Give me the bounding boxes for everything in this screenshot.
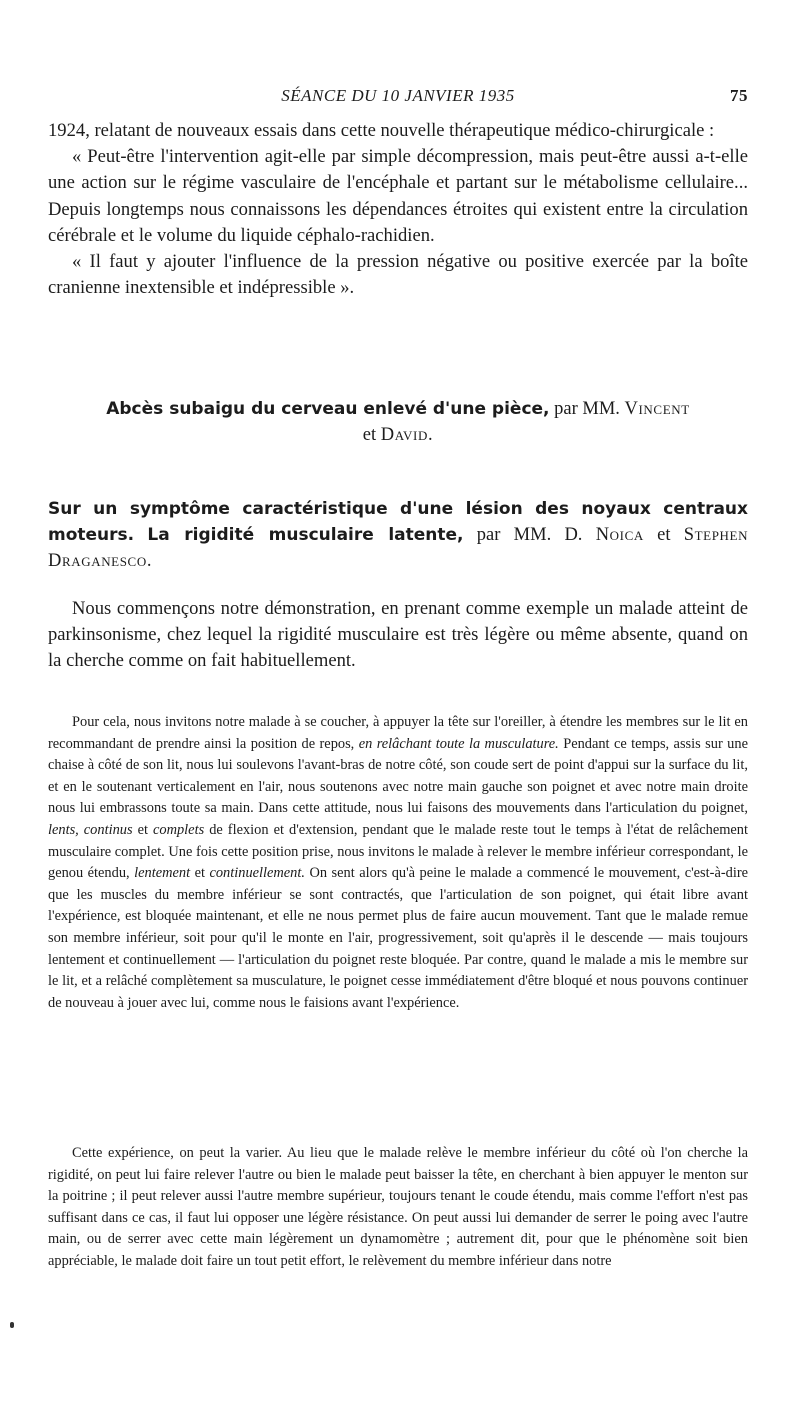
section-1-and: et bbox=[362, 425, 377, 445]
paragraph-2-block bbox=[48, 712, 748, 1014]
p2-part-2: Pendant ce temps, assis sur une chaise à côté de son lit, nous lui soulevons l'avant-bras de notre côté, son coude sert de point d'appui sur la surface du lit, et en le soutenant verticalement en l'air, nous soutenons avec notre main gauche son poignet et avec notre main droite nous lui embrassons toute sa main. Dans cette attitude, nous lui faisons des mouvements dans l'articulation du poignet, bbox=[48, 735, 748, 817]
intro-quote-1: « Peut-être l'intervention agit-elle par simple décompression, mais peut-être aussi a-t-elle une action sur le régime vasculaire de l'encéphale et partant sur le métabolisme cellulaire... Depuis longtemps nous connaissons les dépendances étroites qui existent entre la circulation cérébrale et le volume du liquide céphalo-rachidien. bbox=[48, 146, 748, 246]
section-2-author-2: Stephen Draganesco. bbox=[48, 525, 749, 571]
running-title: SÉANCE DU 10 JANVIER 1935 bbox=[281, 86, 515, 105]
section-heading-rigidite bbox=[48, 496, 748, 574]
p2-part-4: de flexion et d'extension, pendant que le malade reste tout le temps à l'état de relâchement musculaire complet. Une fois cette position prise, nous invitons le malade à relever le membre inférieur correspondant, le genou étendu, bbox=[48, 821, 748, 882]
p2-part-3: et bbox=[137, 821, 148, 838]
paragraph-3: Cette expérience, on peut la varier. Au lieu que le malade relève le membre inférieur du côté où l'on cherche la rigidité, on peut lui faire relever l'autre ou bien le malade peut baisser la tête, en cherchant à bien appuyer le menton sur la poitrine ; il peut relever aussi l'autre membre supérieur, toujours tenant le coude étendu, mais comme l'effort n'est pas suffisant dans ce cas, il faut lui opposer une légère résistance. On peut aussi lui demander de serrer le poing avec l'autre main, ou de serrer avec cette main légèrement un dynamomètre ; autrement dit, pour que le phénomène soit bien appréciable, le malade doit faire un tout petit effort, le relèvement du membre inférieur dans notre bbox=[48, 1145, 748, 1269]
section-1-title: Abcès subaigu du cerveau enlevé d'une pièce, bbox=[106, 399, 550, 419]
paragraph-1-block bbox=[48, 596, 748, 675]
p2-italic-3: complets bbox=[153, 821, 205, 838]
intro-block bbox=[48, 118, 748, 301]
paragraph-1: Nous commençons notre démonstration, en prenant comme exemple un malade atteint de parkinsonisme, chez lequel la rigidité musculaire est très légère ou même absente, quand on la cherche comme on fait habituellement. bbox=[48, 598, 748, 672]
intro-quote-2: « Il faut y ajouter l'influence de la pression négative ou positive exercée par la boîte cranienne inextensible et indépressible ». bbox=[48, 251, 748, 299]
p2-italic-5: continuellement. bbox=[209, 865, 305, 882]
paragraph-2 bbox=[48, 712, 748, 1014]
page-number: 75 bbox=[730, 86, 748, 105]
section-2-title-a: Sur un symptôme caractéristique d'une lésion des noyaux centraux moteurs. bbox=[48, 499, 748, 545]
section-1-author-1: Vincent bbox=[624, 399, 690, 419]
p2-italic-2: lents, continus bbox=[48, 821, 133, 838]
section-2-and: et bbox=[657, 525, 671, 545]
p2-italic-1: en relâchant toute la musculature. bbox=[358, 735, 559, 752]
section-2-title-b: La rigidité musculaire latente, bbox=[147, 525, 464, 545]
section-2-author-1: Noica bbox=[595, 525, 644, 545]
margin-mark bbox=[10, 1322, 14, 1328]
p2-part-5: et bbox=[194, 865, 205, 882]
intro-continuation: 1924, relatant de nouveaux essais dans cette nouvelle thérapeutique médico-chirurgicale : bbox=[48, 120, 715, 141]
p2-part-6: On sent alors qu'à peine le malade a commencé le mouvement, c'est-à-dire que les muscles du membre inférieur se sont contractés, que l'articulation de son poignet, qui était libre avant l'expérience, est bloquée maintenant, et elle ne nous permet plus de faire aucun mouvement. Tant que le malade remue son membre inférieur, soit pour qu'il le monte en l'air, progressivement, soit qu'après il le descende — mais toujours lentement et continuellement — l'articulation du poignet reste bloquée. Par contre, quand le malade a mis le membre sur le lit, et a relâché complètement sa musculature, le poignet cesse immédiatement d'être bloqué et nous pouvons continuer de nouveau à jouer avec lui, comme nous le faisions avant l'expérience. bbox=[48, 865, 749, 1011]
section-heading-abces bbox=[48, 396, 748, 448]
p2-italic-4: lentement bbox=[134, 865, 191, 882]
section-2-by: par MM. D. bbox=[476, 525, 583, 545]
section-1-by: par MM. bbox=[554, 399, 620, 419]
paragraph-3-block bbox=[48, 1143, 748, 1273]
section-1-author-2: David. bbox=[380, 425, 434, 445]
running-header bbox=[48, 86, 748, 108]
p2-part-1: Pour cela, nous invitons notre malade à se coucher, à appuyer la tête sur l'oreiller, à étendre les membres sur le lit en recommandant de prendre ainsi la position de repos, bbox=[48, 714, 748, 752]
